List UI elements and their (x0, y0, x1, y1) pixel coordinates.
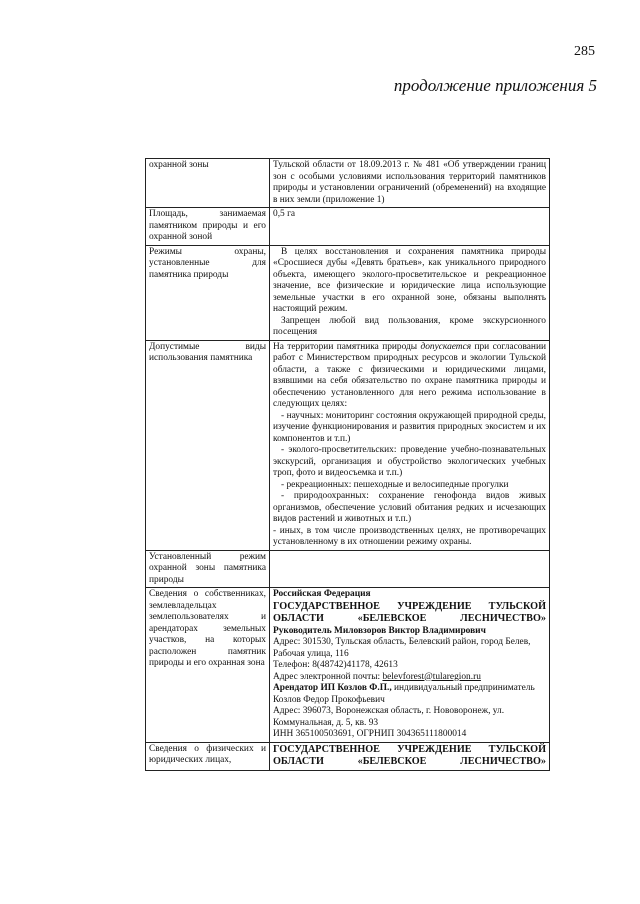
organization-name: ГОСУДАРСТВЕННОЕ УЧРЕЖДЕНИЕ ТУЛЬСКОЙ ОБЛАСТИ «БЕЛЕВСКОЕ ЛЕСНИЧЕСТВО» (273, 743, 546, 767)
tenant-line: Арендатор ИП Козлов Ф.П., индивидуальный предприниматель Козлов Федор Прокофьевич (273, 683, 535, 705)
row-value (270, 588, 550, 743)
lead-emphasis: допускается (420, 341, 472, 352)
row-label: Сведения о физических и юридических лицах, (146, 742, 270, 770)
table-row-area (146, 208, 550, 246)
row-label: охранной зоны (146, 159, 270, 208)
organization-email-line: Адрес электронной почты: belevforest@tularegion.ru (273, 671, 481, 682)
tenant-address: Адрес: 396073, Воронежская область, г. Нововоронеж, ул. Коммунальная, д. 5, кв. 93 (273, 706, 505, 728)
permitted-uses-lead (273, 342, 546, 411)
zone-basis-text: Тульской области от 18.09.2013 г. № 481 «Об утверждении границ зон с особыми условиями использования территорий памятников природы и установлении ограничений (обременений) на входящие в них земли (приложение 1) (273, 160, 546, 205)
lead-before: На территории памятника природы (273, 341, 418, 352)
row-value (270, 550, 550, 588)
regime-paragraph: В целях восстановления и сохранения памятника природы «Сросшиеся дубы «Девять братьев», как уникального природного объекта, имеющего эколого-просветительское и рекреационное значение, все физические и юридические лица использующие земельные участки в его охранной зоне, обязаны выполнять настоящий режим. (273, 246, 546, 314)
table-row-zone-regime (146, 550, 550, 588)
row-label: Площадь, занимаемая памятником природы и его охранной зоной (146, 208, 270, 246)
organization-address: Адрес: 301530, Тульская область, Белевский район, город Белев, Рабочая улица, 116 (273, 637, 531, 659)
regime-paragraph: Запрещен любой вид пользования, кроме экскурсионного посещения (273, 315, 546, 337)
country: Российская Федерация (273, 589, 371, 599)
row-value (270, 159, 550, 208)
list-item: - иных, в том числе производственных целях, не противоречащих установленному в их отношении режиму охраны. (273, 525, 546, 547)
list-item: - природоохранных: сохранение генофонда видов живых организмов, обеспечение условий обитания редких и исчезающих видов растений и животных и т.п.) (273, 491, 546, 524)
tenant-ids: ИНН 365100503691, ОГРНИП 304365111800014 (273, 729, 467, 739)
organization-phone: Телефон: 8(48742)41178, 42613 (273, 660, 398, 670)
row-value (270, 742, 550, 770)
row-label: Сведения о собственниках, землевладельцах землепользователях и арендаторах земельных участков, на которых расположен памятник природы и его охранная зона (146, 588, 270, 743)
area-value: 0,5 га (273, 209, 296, 219)
row-value (270, 245, 550, 340)
organization-head: Руководитель Миловзоров Виктор Владимирович (273, 625, 486, 636)
row-value (270, 340, 550, 550)
lead-after: при согласовании работ с Министерством природных ресурсов и экологии Тульской области, а также с физическими и юридическими лицами, взявшими на себя обязательство по охране памятника природы и обеспечению установленного для него режима использование в следующих целях: (273, 341, 546, 409)
appendix-title: продолжение приложения 5 (393, 76, 597, 95)
page-number: 285 (574, 44, 595, 59)
table-row-owners (146, 588, 550, 743)
email-link[interactable]: belevforest@tularegion.ru (382, 671, 481, 682)
table-row-protection-regimes (146, 245, 550, 340)
list-item: - рекреационных: пешеходные и велосипедные прогулки (281, 479, 509, 490)
table-row-persons (146, 742, 550, 770)
monument-info-table (145, 158, 550, 771)
table-row-protection-zone-basis (146, 159, 550, 208)
row-value (270, 208, 550, 246)
organization-name: ГОСУДАРСТВЕННОЕ УЧРЕЖДЕНИЕ ТУЛЬСКОЙ ОБЛАСТИ «БЕЛЕВСКОЕ ЛЕСНИЧЕСТВО» (273, 600, 546, 624)
row-label: Режимы охраны, установленные для памятника природы (146, 245, 270, 340)
list-item: - научных: мониторинг состояния окружающей природной среды, изучение функционирования и развития природных экосистем и их компонентов и т.п.) (273, 410, 546, 444)
list-item: - эколого-просветительских: проведение учебно-познавательных экскурсий, организация и обустройство экологических учебных троп, фото и видеосъемка и т.п.) (273, 445, 546, 478)
table-row-permitted-uses (146, 340, 550, 550)
row-label: Допустимые виды использования памятника (146, 340, 270, 550)
row-label: Установленный режим охранной зоны памятника природы (146, 550, 270, 588)
